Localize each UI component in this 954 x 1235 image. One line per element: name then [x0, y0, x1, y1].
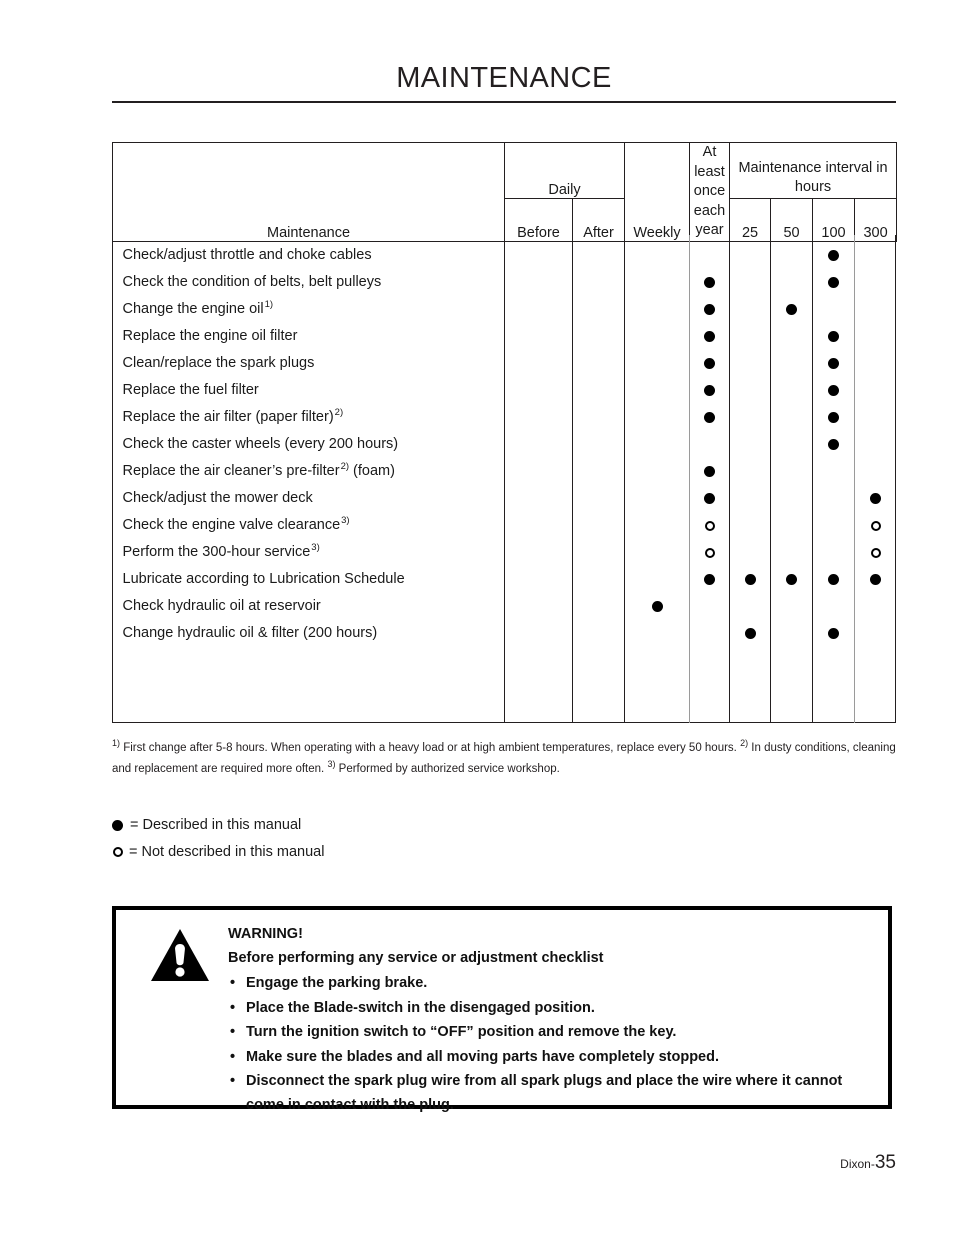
col-rule-300: [854, 235, 855, 723]
mark-cell-weekly: [625, 512, 690, 539]
filled-circle-icon: [786, 304, 797, 315]
header-hours-300: 300: [855, 198, 897, 241]
bullet-icon: •: [230, 1073, 236, 1089]
warning-list-item-label: Disconnect the spark plug wire from all spark plugs and place the wire where it cannot come in contact with the plug.: [246, 1073, 843, 1113]
filled-circle-icon: [828, 439, 839, 450]
mark-cell-weekly: [625, 350, 690, 377]
mark-cell-after: [573, 485, 625, 512]
mark-cell-at-least-once-each-year: [690, 323, 730, 350]
mark-cell-at-least-once-each-year: [690, 512, 730, 539]
mark-cell-weekly: [625, 458, 690, 485]
warning-list-item-label: Turn the ignition switch to “OFF” position and remove the key.: [246, 1024, 677, 1040]
mark-cell-100: [813, 458, 855, 485]
mark-cell-before: [505, 269, 573, 296]
mark-cell-100: [813, 620, 855, 647]
mark-cell-after: [573, 269, 625, 296]
mark-cell-50: [771, 241, 813, 269]
filled-circle-icon: [828, 331, 839, 342]
mark-cell-at-least-once-each-year: [690, 539, 730, 566]
filled-circle-icon: [704, 331, 715, 342]
mark-cell-before: [505, 458, 573, 485]
mark-cell-50: [771, 620, 813, 647]
mark-cell-300: [855, 269, 897, 296]
mark-cell-50: [771, 269, 813, 296]
filled-circle-icon: [704, 574, 715, 585]
filled-circle-icon: [704, 412, 715, 423]
title-divider: [112, 101, 896, 103]
header-hours-50: 50: [771, 198, 813, 241]
task-label: Replace the fuel filter: [122, 382, 259, 398]
filled-circle-icon: [828, 385, 839, 396]
col-rule-year: [689, 235, 690, 723]
col-rule-25: [729, 235, 730, 723]
mark-cell-100: [813, 350, 855, 377]
task-label: Change hydraulic oil & filter (200 hours): [122, 625, 378, 641]
mark-cell-after: [573, 458, 625, 485]
task-label: Check/adjust throttle and choke cables: [122, 247, 372, 263]
mark-cell-before: [505, 539, 573, 566]
mark-cell-after: [573, 539, 625, 566]
warning-list-item: [228, 1021, 872, 1045]
mark-cell-after: [573, 566, 625, 593]
mark-cell-25: [730, 512, 771, 539]
mark-cell-at-least-once-each-year: [690, 404, 730, 431]
mark-cell-at-least-once-each-year: [690, 269, 730, 296]
mark-cell-before: [505, 431, 573, 458]
filled-circle-icon: [704, 493, 715, 504]
mark-cell-before: [505, 323, 573, 350]
header-hours-25: 25: [730, 198, 771, 241]
mark-cell-300: [855, 485, 897, 512]
mark-cell-25: [730, 323, 771, 350]
filled-circle-icon: [786, 574, 797, 585]
page-title: MAINTENANCE: [396, 62, 612, 94]
warning-list-item: [228, 972, 872, 996]
legend-not-described: [112, 839, 324, 866]
warning-content: [228, 923, 872, 1117]
mark-cell-weekly: [625, 241, 690, 269]
mark-cell-100: [813, 593, 855, 620]
task-label: Lubricate according to Lubrication Schedule: [122, 571, 405, 587]
task-label: Replace the engine oil filter: [122, 328, 298, 344]
filled-circle-icon: [745, 574, 756, 585]
col-rule-weekly: [624, 235, 625, 723]
task-label: Check hydraulic oil at reservoir: [122, 598, 321, 614]
mark-cell-100: [813, 269, 855, 296]
table-border-left: [112, 235, 113, 723]
task-label: Clean/replace the spark plugs: [122, 355, 315, 371]
mark-cell-before: [505, 377, 573, 404]
mark-cell-before: [505, 620, 573, 647]
filled-circle-icon: [704, 277, 715, 288]
open-circle-icon: [871, 521, 881, 531]
mark-cell-50: [771, 458, 813, 485]
mark-cell-after: [573, 431, 625, 458]
mark-cell-weekly: [625, 377, 690, 404]
mark-cell-50: [771, 377, 813, 404]
mark-cell-50: [771, 512, 813, 539]
mark-cell-50: [771, 323, 813, 350]
mark-cell-after: [573, 377, 625, 404]
mark-cell-100: [813, 296, 855, 323]
task-label: Check the caster wheels (every 200 hours): [122, 436, 399, 452]
footnote-1-marker: 1): [112, 738, 121, 749]
mark-cell-25: [730, 350, 771, 377]
footnote-2-marker: 2): [740, 738, 749, 749]
mark-cell-before: [505, 350, 573, 377]
open-circle-icon: [705, 521, 715, 531]
mark-cell-100: [813, 323, 855, 350]
mark-cell-weekly: [625, 566, 690, 593]
mark-cell-100: [813, 241, 855, 269]
legend-described-label: = Described in this manual: [130, 817, 302, 833]
mark-cell-25: [730, 458, 771, 485]
mark-cell-25: [730, 404, 771, 431]
mark-cell-before: [505, 485, 573, 512]
mark-cell-50: [771, 350, 813, 377]
mark-cell-weekly: [625, 431, 690, 458]
mark-cell-weekly: [625, 539, 690, 566]
bullet-icon: •: [230, 1024, 236, 1040]
task-label: Replace the air cleaner’s pre-filter$^{2)}$ (foam): [122, 461, 395, 479]
filled-circle-icon: [870, 493, 881, 504]
legend-not-described-label: = Not described in this manual: [129, 844, 325, 860]
header-daily: Daily: [505, 143, 625, 199]
mark-cell-50: [771, 593, 813, 620]
mark-cell-100: [813, 404, 855, 431]
filled-circle-icon: [828, 628, 839, 639]
mark-cell-after: [573, 241, 625, 269]
header-maintenance-interval: Maintenance interval in hours: [730, 143, 897, 199]
footnote-2-text: In dusty conditions, cleaning and replacement are required more often.: [112, 742, 896, 775]
task-footnote-marker: 3): [311, 542, 320, 554]
mark-cell-50: [771, 404, 813, 431]
mark-cell-weekly: [625, 269, 690, 296]
warning-subtitle: Before performing any service or adjustment checklist: [228, 949, 604, 966]
mark-cell-25: [730, 593, 771, 620]
filled-circle-icon: [828, 574, 839, 585]
mark-cell-50: [771, 566, 813, 593]
warning-list-item-label: Engage the parking brake.: [246, 975, 428, 991]
mark-cell-at-least-once-each-year: [690, 350, 730, 377]
mark-cell-300: [855, 296, 897, 323]
warning-list: [228, 972, 872, 1117]
mark-cell-25: [730, 377, 771, 404]
mark-cell-25: [730, 431, 771, 458]
open-circle-icon: [113, 847, 123, 857]
mark-cell-300: [855, 512, 897, 539]
header-before: Before: [505, 198, 573, 241]
mark-cell-50: [771, 485, 813, 512]
table-head: [113, 143, 897, 242]
header-hours-100: 100: [813, 198, 855, 241]
bullet-icon: •: [230, 999, 236, 1016]
header-after: After: [573, 198, 625, 241]
filled-circle-icon: [828, 250, 839, 261]
mark-cell-at-least-once-each-year: [690, 566, 730, 593]
task-footnote-marker: 2): [334, 407, 344, 419]
mark-cell-300: [855, 431, 897, 458]
mark-cell-weekly: [625, 404, 690, 431]
mark-cell-after: [573, 323, 625, 350]
mark-cell-25: [730, 620, 771, 647]
filled-circle-icon: [828, 277, 839, 288]
filled-circle-icon: [704, 358, 715, 369]
mark-cell-300: [855, 620, 897, 647]
filled-circle-icon: [112, 820, 123, 831]
mark-cell-25: [730, 296, 771, 323]
task-footnote-marker: 2): [340, 461, 350, 473]
mark-cell-300: [855, 539, 897, 566]
filled-circle-icon: [652, 601, 663, 612]
mark-cell-25: [730, 241, 771, 269]
task-label: Replace the air filter (paper filter)$^{2)}$: [122, 407, 344, 425]
warning-list-item-label: Place the Blade-switch in the disengaged position.: [246, 999, 595, 1016]
mark-cell-300: [855, 458, 897, 485]
mark-cell-at-least-once-each-year: [690, 485, 730, 512]
mark-cell-50: [771, 431, 813, 458]
warning-box: [112, 906, 892, 1113]
footnote-3-marker: 3): [327, 759, 336, 770]
mark-cell-before: [505, 241, 573, 269]
footer-brand: Dixon-: [840, 1157, 875, 1171]
mark-cell-100: [813, 512, 855, 539]
footnote-1-text: First change after 5-8 hours. When operating with a heavy load or at high ambient temperatures, replace every 50 hours.: [120, 742, 741, 754]
filled-circle-icon: [704, 466, 715, 477]
footnotes: [112, 738, 902, 780]
filled-circle-icon: [745, 628, 756, 639]
warning-list-item: [228, 1046, 872, 1070]
mark-cell-50: [771, 539, 813, 566]
task-label: Check the condition of belts, belt pulleys: [122, 274, 382, 290]
mark-cell-100: [813, 485, 855, 512]
open-circle-icon: [871, 548, 881, 558]
mark-cell-after: [573, 296, 625, 323]
col-rule-after: [572, 235, 573, 723]
mark-cell-300: [855, 566, 897, 593]
mark-cell-before: [505, 566, 573, 593]
legend-described: [112, 812, 324, 839]
filled-circle-icon: [704, 304, 715, 315]
mark-cell-300: [855, 593, 897, 620]
mark-cell-before: [505, 593, 573, 620]
mark-cell-weekly: [625, 620, 690, 647]
mark-cell-before: [505, 404, 573, 431]
mark-cell-100: [813, 431, 855, 458]
warning-list-item: [228, 1070, 872, 1117]
warning-list-item: [228, 997, 872, 1021]
col-rule-100: [812, 235, 813, 723]
header-at-least-once-each-year: At least once each year: [690, 143, 730, 242]
mark-cell-weekly: [625, 296, 690, 323]
bullet-icon: •: [230, 975, 236, 991]
filled-circle-icon: [870, 574, 881, 585]
mark-cell-at-least-once-each-year: [690, 296, 730, 323]
mark-cell-before: [505, 296, 573, 323]
task-label: Perform the 300-hour service$^{3)}$: [122, 542, 320, 560]
mark-cell-300: [855, 350, 897, 377]
mark-cell-25: [730, 269, 771, 296]
mark-cell-at-least-once-each-year: [690, 241, 730, 269]
mark-cell-25: [730, 539, 771, 566]
header-weekly: Weekly: [625, 143, 690, 242]
task-label: Check/adjust the mower deck: [122, 490, 313, 506]
mark-cell-100: [813, 539, 855, 566]
open-circle-icon: [705, 548, 715, 558]
task-footnote-marker: 1): [264, 299, 274, 311]
task-label: Change the engine oil$^{1)}$: [122, 299, 274, 317]
footer-page-number: 35: [874, 1152, 896, 1173]
mark-cell-300: [855, 404, 897, 431]
mark-cell-at-least-once-each-year: [690, 593, 730, 620]
mark-cell-at-least-once-each-year: [690, 458, 730, 485]
mark-cell-weekly: [625, 485, 690, 512]
mark-cell-100: [813, 566, 855, 593]
warning-list-item-label: Make sure the blades and all moving parts have completely stopped.: [246, 1048, 719, 1065]
mark-cell-at-least-once-each-year: [690, 431, 730, 458]
col-rule-50: [770, 235, 771, 723]
header-maintenance: Maintenance: [113, 143, 505, 242]
footnote-3-text: Performed by authorized service workshop.: [335, 763, 560, 775]
mark-cell-after: [573, 404, 625, 431]
mark-cell-25: [730, 485, 771, 512]
table-border-right: [895, 235, 896, 723]
col-rule-before: [504, 235, 505, 723]
filled-circle-icon: [828, 412, 839, 423]
filled-circle-icon: [828, 358, 839, 369]
mark-cell-300: [855, 323, 897, 350]
task-label: Check the engine valve clearance$^{3)}$: [122, 515, 350, 533]
mark-cell-before: [505, 512, 573, 539]
task-footnote-marker: 3): [341, 515, 350, 527]
bullet-icon: •: [230, 1048, 236, 1065]
page-footer: [840, 1152, 896, 1174]
mark-cell-at-least-once-each-year: [690, 377, 730, 404]
warning-triangle-icon: [150, 928, 210, 982]
mark-cell-25: [730, 566, 771, 593]
mark-cell-after: [573, 620, 625, 647]
warning-title: WARNING!: [228, 926, 303, 942]
mark-cell-100: [813, 377, 855, 404]
mark-cell-after: [573, 593, 625, 620]
mark-cell-at-least-once-each-year: [690, 620, 730, 647]
mark-cell-weekly: [625, 323, 690, 350]
mark-cell-300: [855, 377, 897, 404]
mark-cell-weekly: [625, 593, 690, 620]
mark-cell-50: [771, 296, 813, 323]
mark-cell-after: [573, 512, 625, 539]
mark-cell-after: [573, 350, 625, 377]
legend: [112, 812, 324, 866]
filled-circle-icon: [704, 385, 715, 396]
mark-cell-300: [855, 241, 897, 269]
